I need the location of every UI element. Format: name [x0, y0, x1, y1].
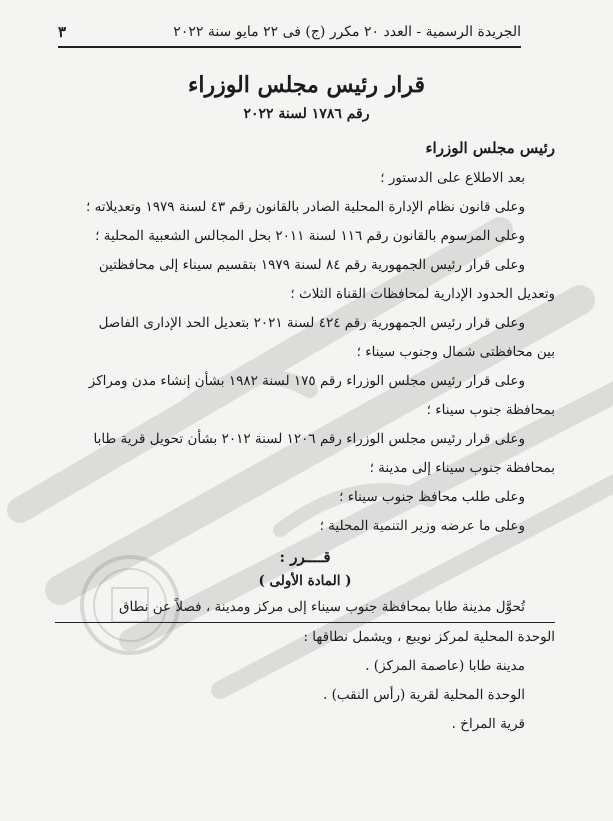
list-item: الوحدة المحلية لقرية (رأس النقب) . [323, 687, 525, 703]
page-number: ٣ [58, 23, 67, 41]
recital-line: وعلى ما عرضه وزير التنمية المحلية ؛ [319, 518, 525, 534]
gazette-issue-info: الجريدة الرسمية - العدد ٢٠ مكرر (ج) فى ٢٢ مايو سنة ٢٠٢٢ [173, 24, 521, 40]
recital-line: وعلى المرسوم بالقانون رقم ١١٦ لسنة ٢٠١١ بحل المجالس الشعبية المحلية ؛ [95, 228, 525, 244]
recital-line: بمحافظة جنوب سيناء ؛ [426, 402, 555, 418]
article-line: تُحوَّل مدينة طابا بمحافظة جنوب سيناء إلى مركز ومدينة ، فصلاً عن نطاق [55, 593, 555, 623]
decree-word: قــــرر : [279, 548, 331, 566]
article-line: الوحدة المحلية لمركز نويبع ، ويشمل نطاقها : [303, 629, 555, 645]
decree-body [55, 136, 555, 739]
recital-line: وعلى قانون نظام الإدارة المحلية الصادر بالقانون رقم ٤٣ لسنة ١٩٧٩ وتعديلاته ؛ [85, 199, 525, 215]
recital-line: وعلى قرار رئيس مجلس الوزراء رقم ١٢٠٦ لسنة ٢٠١٢ بشأن تحويل قرية طابا [93, 431, 525, 447]
recital-line: وعلى قرار رئيس الجمهورية رقم ٨٤ لسنة ١٩٧٩ بتقسيم سيناء إلى محافظتين [98, 257, 525, 273]
recital-line: بمحافظة جنوب سيناء إلى مدينة ؛ [369, 460, 555, 476]
recital-line: بين محافظتى شمال وجنوب سيناء ؛ [356, 344, 555, 360]
gazette-header [58, 18, 521, 48]
decree-title: قرار رئيس مجلس الوزراء [187, 72, 425, 98]
recital-line: وعلى طلب محافظ جنوب سيناء ؛ [339, 489, 525, 505]
list-item: قرية المراخ . [451, 716, 525, 732]
decree-number: رقم ١٧٨٦ لسنة ٢٠٢٢ [243, 106, 370, 122]
recital-line: وتعديل الحدود الإدارية لمحافظات القناة الثلاث ؛ [290, 286, 555, 302]
list-item: مدينة طابا (عاصمة المركز) . [365, 658, 525, 674]
recital-line: بعد الاطلاع على الدستور ؛ [380, 170, 525, 186]
recital-line: وعلى قرار رئيس الجمهورية رقم ٤٢٤ لسنة ٢٠٢١ بتعديل الحد الإدارى الفاصل [98, 315, 525, 331]
recital-line: وعلى قرار رئيس مجلس الوزراء رقم ١٧٥ لسنة ١٩٨٢ بشأن إنشاء مدن ومراكز [88, 373, 525, 389]
article-title: ( المادة الأولى ) [258, 573, 352, 589]
authority-heading: رئيس مجلس الوزراء [425, 139, 555, 157]
